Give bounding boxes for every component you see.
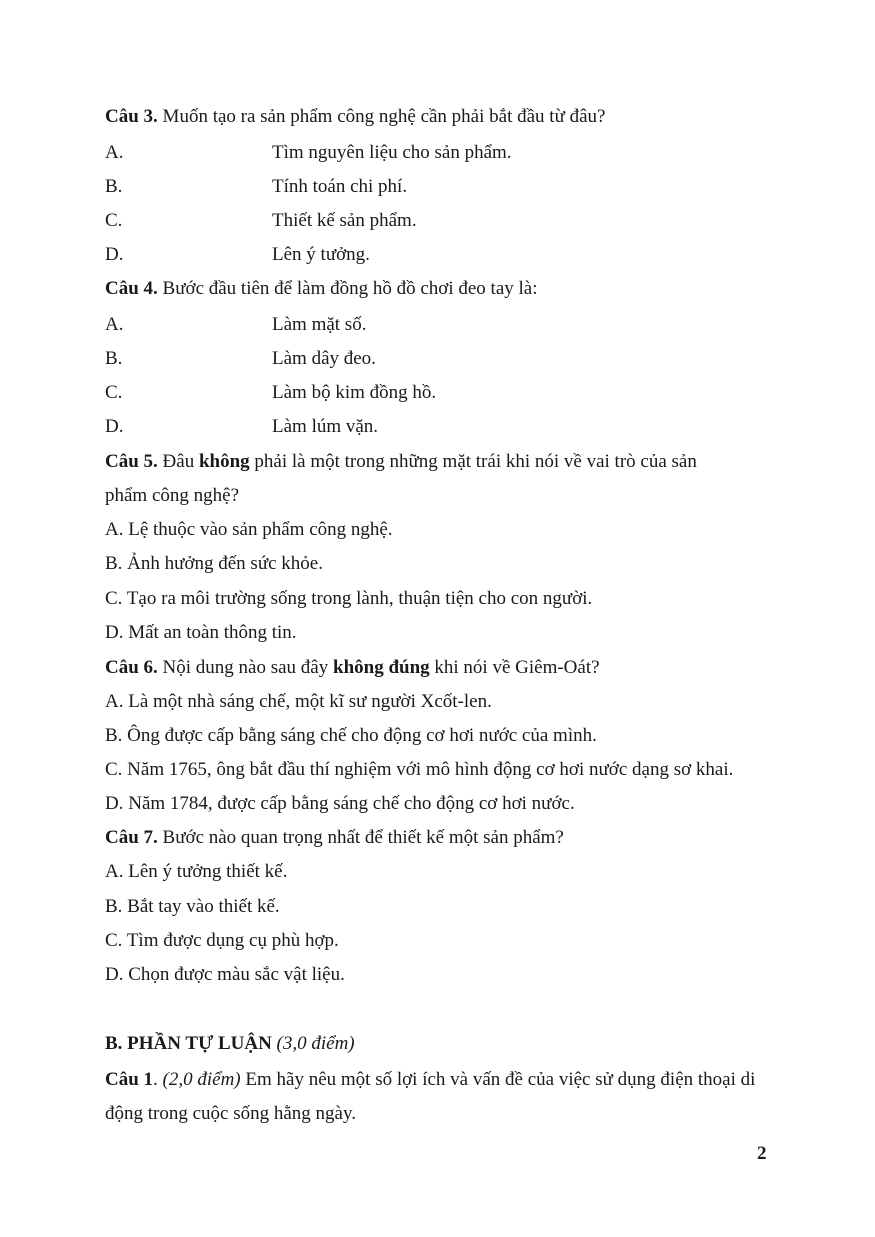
question-label: Câu 5. bbox=[105, 451, 158, 472]
option-letter: D. bbox=[105, 244, 124, 265]
option-text: Tính toán chi phí. bbox=[272, 176, 408, 197]
option-line: D. Mất an toàn thông tin. bbox=[105, 622, 297, 643]
option-letter: C. bbox=[105, 382, 123, 403]
option-line: C. Tạo ra môi trường sống trong lành, thuận tiện cho con người. bbox=[105, 588, 593, 609]
essay-question-1 bbox=[105, 1068, 755, 1092]
option-letter: A. bbox=[105, 314, 124, 335]
option-letter: B. bbox=[105, 176, 123, 197]
question-text: khi nói về Giêm-Oát? bbox=[429, 657, 600, 678]
option-line: B. Ông được cấp bằng sáng chế cho động cơ hơi nước của mình. bbox=[105, 725, 597, 746]
option-text: Làm dây đeo. bbox=[272, 348, 376, 369]
question-3 bbox=[105, 105, 605, 129]
question-4 bbox=[105, 277, 538, 301]
question-text: Bước đầu tiên để làm đồng hồ đồ chơi đeo tay là: bbox=[157, 278, 538, 299]
question-5 bbox=[105, 450, 697, 474]
option-text: Lên ý tưởng. bbox=[272, 244, 370, 265]
option-letter: B. bbox=[105, 348, 123, 369]
option-line: B. Bắt tay vào thiết kế. bbox=[105, 896, 280, 917]
option-line: A. Lệ thuộc vào sản phẩm công nghệ. bbox=[105, 519, 393, 540]
option-text: Làm bộ kim đồng hồ. bbox=[272, 382, 437, 403]
question-text: Muốn tạo ra sản phẩm công nghệ cần phải bắt đầu từ đâu? bbox=[157, 106, 606, 127]
option-line: D. Chọn được màu sắc vật liệu. bbox=[105, 964, 345, 985]
question-7 bbox=[105, 826, 564, 850]
option-letter: C. bbox=[105, 210, 123, 231]
question-label: Câu 1 bbox=[105, 1069, 154, 1090]
section-points: (3,0 điểm) bbox=[271, 1033, 355, 1054]
question-label: Câu 7. bbox=[105, 827, 158, 848]
emphasis-text: không đúng bbox=[333, 657, 430, 678]
question-text: Nội dung nào sau đây bbox=[157, 657, 333, 678]
section-heading bbox=[105, 1032, 355, 1056]
question-punct: . bbox=[153, 1069, 163, 1090]
question-text-continued: động trong cuộc sống hằng ngày. bbox=[105, 1103, 356, 1124]
option-text: Tìm nguyên liệu cho sản phẩm. bbox=[272, 142, 512, 163]
option-line: A. Lên ý tưởng thiết kế. bbox=[105, 861, 288, 882]
question-text: Em hãy nêu một số lợi ích và vấn đề của việc sử dụng điện thoại di bbox=[240, 1069, 756, 1090]
question-6 bbox=[105, 656, 600, 680]
question-text: phải là một trong những mặt trái khi nói về vai trò của sản bbox=[249, 451, 697, 472]
option-line: C. Năm 1765, ông bắt đầu thí nghiệm với mô hình động cơ hơi nước dạng sơ khai. bbox=[105, 759, 734, 780]
option-text: Làm mặt số. bbox=[272, 314, 367, 335]
page-number: 2 bbox=[757, 1143, 767, 1164]
question-text: Bước nào quan trọng nhất để thiết kế một sản phẩm? bbox=[157, 827, 564, 848]
question-text: Đâu bbox=[157, 451, 199, 472]
option-line: C. Tìm được dụng cụ phù hợp. bbox=[105, 930, 339, 951]
emphasis-text: không bbox=[198, 451, 250, 472]
option-line: D. Năm 1784, được cấp bằng sáng chế cho động cơ hơi nước. bbox=[105, 793, 575, 814]
section-title: B. PHẦN TỰ LUẬN bbox=[105, 1033, 272, 1054]
option-line: B. Ảnh hưởng đến sức khỏe. bbox=[105, 553, 323, 574]
question-points: (2,0 điểm) bbox=[162, 1069, 241, 1090]
option-letter: D. bbox=[105, 416, 124, 437]
option-letter: A. bbox=[105, 142, 124, 163]
option-text: Thiết kế sản phẩm. bbox=[272, 210, 417, 231]
question-label: Câu 6. bbox=[105, 657, 158, 678]
option-line: A. Là một nhà sáng chế, một kĩ sư người Xcốt-len. bbox=[105, 691, 492, 712]
question-label: Câu 3. bbox=[105, 106, 158, 127]
option-text: Làm lúm vặn. bbox=[272, 416, 379, 437]
question-text-continued: phẩm công nghệ? bbox=[105, 485, 240, 506]
question-label: Câu 4. bbox=[105, 278, 158, 299]
